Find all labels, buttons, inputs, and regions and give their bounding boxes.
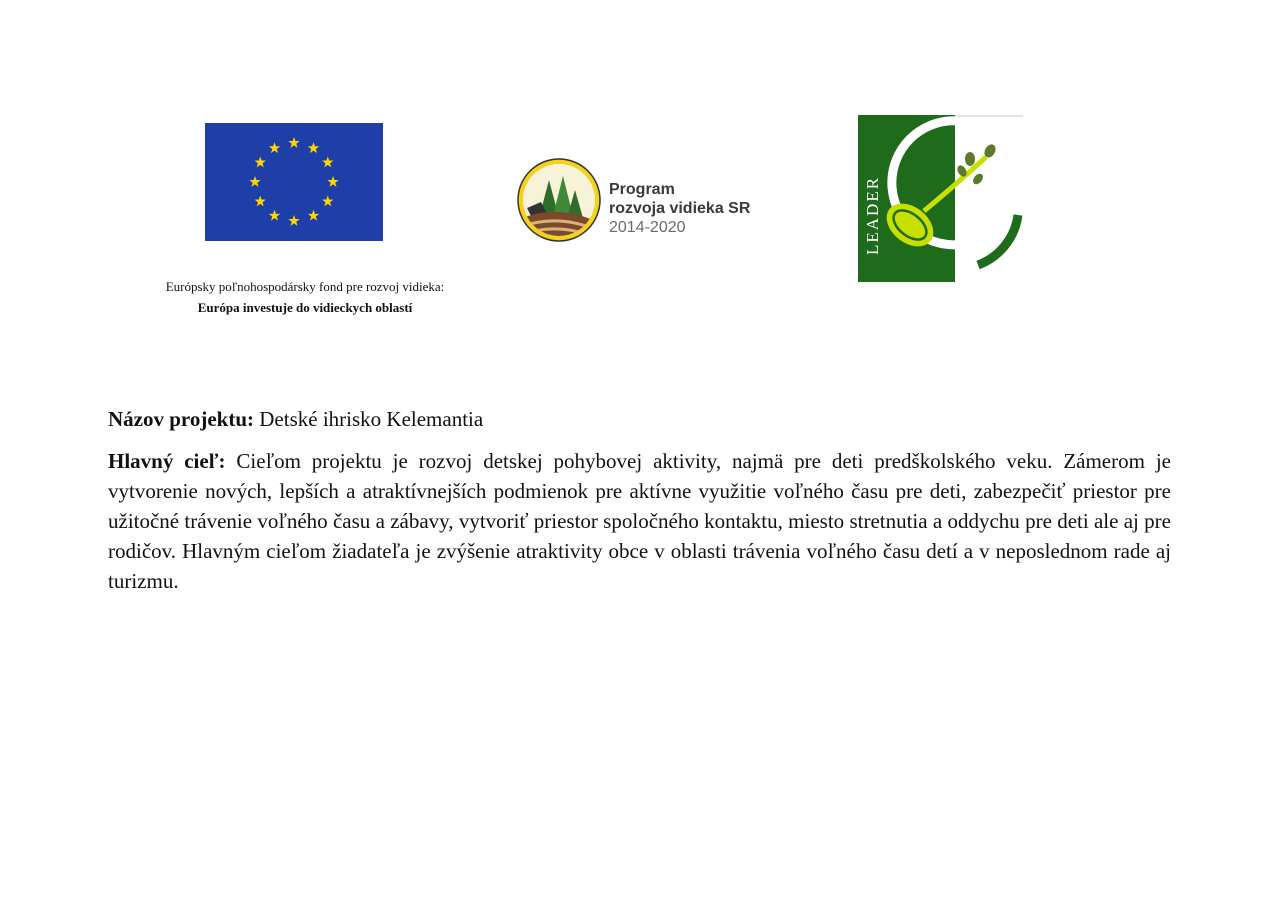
eu-flag-icon [205, 123, 383, 241]
prv-emblem-icon [517, 158, 601, 242]
eu-caption-line1: Európsky poľnohospodársky fond pre rozvoj vidieka: [165, 279, 445, 294]
prv-text-line2: rozvoja vidieka SR [609, 200, 751, 217]
project-info [108, 404, 1171, 596]
leader-logo-icon [858, 115, 1023, 282]
prv-text [609, 180, 750, 237]
project-goal [108, 446, 1171, 596]
project-goal-value: Cieľom projektu je rozvoj detskej pohybovej aktivity, najmä pre deti predškolského veku. Zámerom je vytvorenie nových, lepších a atraktívnejších podmienok pre aktívne využitie voľného času pre deti, zabezpečiť priestor pre užitočné trávenie voľného času a zábavy, vytvoriť priestor spoločného kontaktu, miesto stretnutia a oddychu pre deti ale aj pre rodičov. Hlavným cieľom žiadateľa je zvýšenie atraktivity obce v oblasti trávenia voľného času detí a v neposlednom rade aj turizmu. [108, 449, 1171, 593]
prv-logo [517, 158, 777, 244]
project-name [108, 404, 1171, 434]
eu-caption-line2: Európa investuje do vidieckych oblastí [197, 300, 413, 315]
project-name-value: Detské ihrisko Kelemantia [259, 407, 484, 431]
eu-caption [120, 276, 490, 318]
project-name-label: Názov projektu: [108, 407, 255, 431]
prv-text-line1: Program [609, 181, 675, 198]
leader-logo-text: LEADER [863, 175, 882, 255]
project-goal-label: Hlavný cieľ: [108, 449, 226, 473]
prv-text-years: 2014-2020 [609, 219, 686, 236]
